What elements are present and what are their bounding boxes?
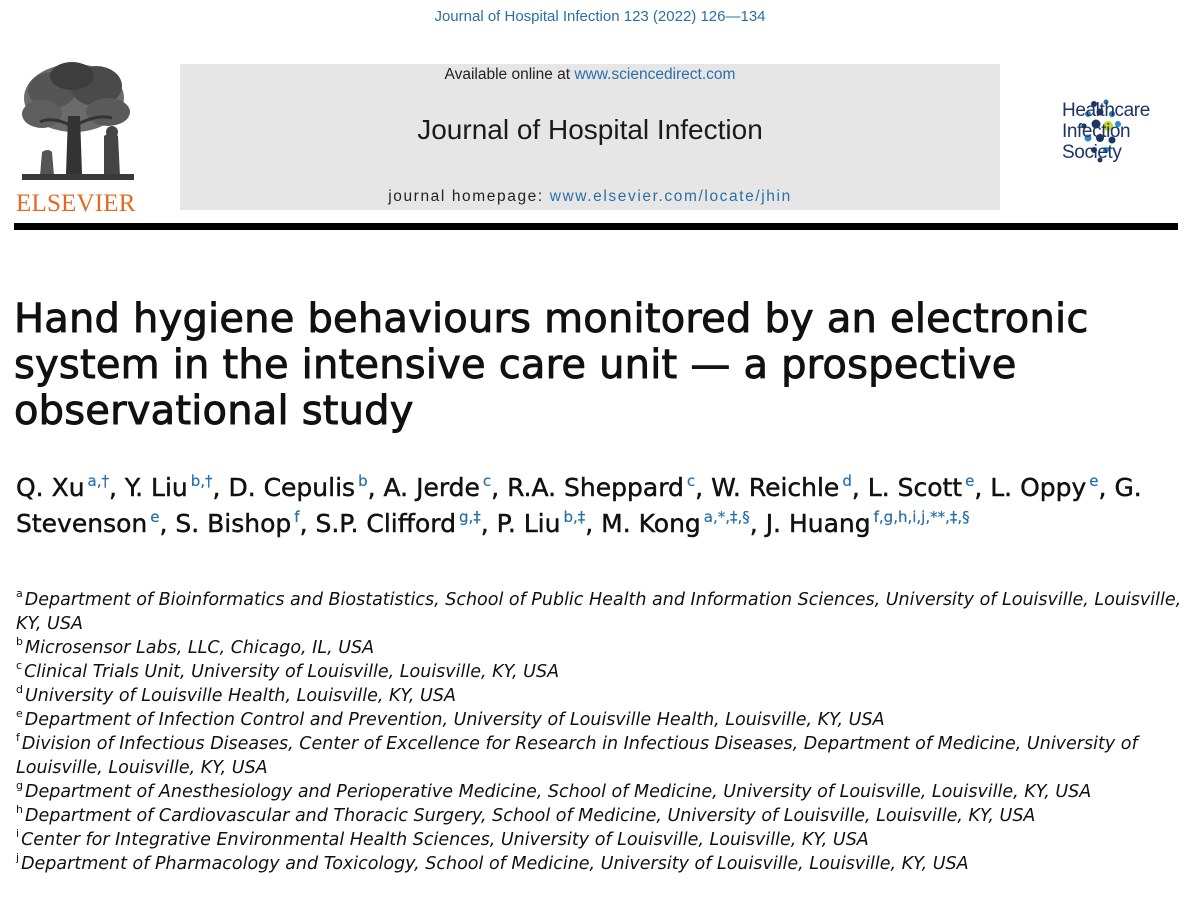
header-divider [14,223,1178,230]
sciencedirect-link[interactable]: www.sciencedirect.com [574,66,736,83]
journal-name: Journal of Hospital Infection [417,114,763,145]
author-separator: , [749,509,766,538]
author-name: Y. Liu [124,473,188,502]
author-name: Q. Xu [16,473,85,502]
author-separator: , [1098,473,1115,502]
affiliation-item [16,804,1191,828]
affiliation-item [16,636,1191,660]
author-name: P. Liu [496,509,561,538]
affiliation-text: University of Louisville Health, Louisville, KY, USA [24,686,456,706]
journal-homepage-label: journal homepage: [388,188,550,205]
affiliation-key: j [16,851,20,864]
affiliation-item [16,708,1191,732]
affiliation-key: g [16,779,23,792]
author-affiliation-marks[interactable]: a,† [84,472,110,490]
affiliation-key: f [16,731,20,744]
author-affiliation-marks[interactable]: f [291,508,300,526]
affiliation-key: d [16,683,23,696]
society-name [1062,100,1150,163]
affiliation-list [16,588,1191,876]
affiliation-text: Department of Cardiovascular and Thoracic Surgery, School of Medicine, University of Louisville, Louisville, KY, USA [24,806,1036,826]
affiliation-item [16,660,1191,684]
author-affiliation-marks[interactable]: g,‡ [455,508,481,526]
author-name: L. Scott [867,473,963,502]
society-name-line2: Infection [1062,121,1131,142]
affiliation-text: Microsensor Labs, LLC, Chicago, IL, USA [24,638,375,658]
author-separator: , [491,473,508,502]
author-separator: , [695,473,712,502]
author-affiliation-marks[interactable]: c [683,472,696,490]
affiliation-text: Clinical Trials Unit, University of Louisville, Louisville, KY, USA [24,662,560,682]
affiliation-item [16,684,1191,708]
journal-banner [180,64,1000,210]
author-name: D. Cepulis [228,473,356,502]
author-name: A. Jerde [383,473,480,502]
affiliation-key: b [16,635,23,648]
affiliation-key: c [16,659,23,672]
affiliation-item [16,780,1191,804]
affiliation-text: Center for Integrative Environmental Health Sciences, University of Louisville, Louisville, KY, USA [21,830,869,850]
journal-homepage-line [180,188,1000,206]
author-affiliation-marks[interactable]: e [962,472,975,490]
affiliation-text: Division of Infectious Diseases, Center of Excellence for Research in Infectious Diseases, Department of Medicine, University of Louisville, Louisville, KY, USA [16,734,1138,778]
author-separator: , [585,509,602,538]
author-affiliation-marks[interactable]: b [355,472,368,490]
affiliation-item [16,732,1191,780]
journal-homepage-link[interactable]: www.elsevier.com/locate/jhin [549,188,792,205]
author-separator: , [367,473,384,502]
affiliation-text: Department of Bioinformatics and Biostatistics, School of Public Health and Information Sciences, University of Louisville, Louisville, KY, USA [16,590,1182,634]
author-affiliation-marks[interactable]: b,‡ [560,508,586,526]
author-name: R.A. Sheppard [507,473,684,502]
affiliation-key: a [16,587,23,600]
author-separator: , [851,473,868,502]
author-affiliation-marks[interactable]: e [1086,472,1099,490]
author-affiliation-marks[interactable]: a,*,‡,§ [700,508,750,526]
affiliation-text: Department of Infection Control and Prevention, University of Louisville Health, Louisville, KY, USA [24,710,885,730]
affiliation-key: e [16,707,23,720]
affiliation-text: Department of Pharmacology and Toxicology, School of Medicine, University of Louisville, Louisville, KY, USA [21,854,969,874]
author-name: L. Oppy [990,473,1087,502]
author-affiliation-marks[interactable]: b,† [187,472,213,490]
elsevier-wordmark: ELSEVIER [16,190,136,217]
available-online-line [180,66,1000,84]
affiliation-item [16,588,1191,636]
author-name: S. Bishop [175,509,292,538]
author-separator: , [480,509,497,538]
masthead [0,56,1200,216]
author-separator: , [159,509,176,538]
affiliation-key: h [16,803,23,816]
author-affiliation-marks[interactable]: c [479,472,492,490]
author-affiliation-marks[interactable]: d [839,472,852,490]
author-name: J. Huang [765,509,871,538]
society-name-line3: Society [1062,142,1122,163]
affiliation-item [16,828,1191,852]
affiliation-text: Department of Anesthesiology and Perioperative Medicine, School of Medicine, University of Louisville, Louisville, KY, USA [24,782,1092,802]
author-name: W. Reichle [711,473,840,502]
author-name: G. Stevenson [16,473,1142,538]
article-title: Hand hygiene behaviours monitored by an electronic system in the intensive care unit — a prospective observational study [14,296,1089,434]
author-separator: , [299,509,316,538]
author-affiliation-marks[interactable]: f,g,h,i,j,**,‡,§ [870,508,970,526]
author-separator: , [974,473,991,502]
author-name: S.P. Clifford [315,509,456,538]
available-online-label: Available online at [444,66,575,83]
journal-citation: Journal of Hospital Infection 123 (2022) 126—134 [434,8,766,25]
author-separator: , [109,473,125,502]
affiliation-item [16,852,1191,876]
author-affiliation-marks[interactable]: e [147,508,160,526]
society-name-line1: Healthcare [1062,100,1150,121]
author-list [16,470,1191,542]
author-separator: , [212,473,229,502]
author-name: M. Kong [601,509,701,538]
affiliation-key: i [16,827,20,840]
